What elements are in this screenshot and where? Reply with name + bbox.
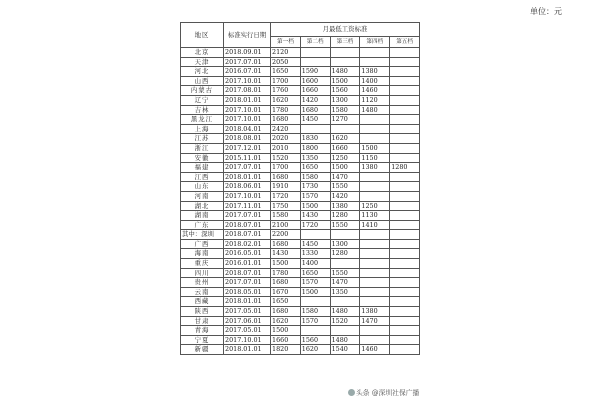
tier-1-cell: 1680 xyxy=(271,307,301,317)
region-cell: 湖北 xyxy=(181,201,224,211)
tier-2-cell: 1580 xyxy=(300,172,330,182)
region-cell: 西藏 xyxy=(181,297,224,307)
table-row xyxy=(181,143,420,153)
tier-2-cell: 1650 xyxy=(300,268,330,278)
tier-4-cell xyxy=(360,287,390,297)
tier-3-cell xyxy=(330,297,360,307)
date-cell: 2018.06.01 xyxy=(224,182,271,192)
tier-3-cell: 1520 xyxy=(330,316,360,326)
date-cell: 2016.07.01 xyxy=(224,67,271,77)
table-row xyxy=(181,259,420,269)
table-row xyxy=(181,95,420,105)
region-cell: 广东 xyxy=(181,220,224,230)
tier-2-cell: 1450 xyxy=(300,115,330,125)
tier-5-cell xyxy=(390,239,420,249)
tier-2-cell: 1730 xyxy=(300,182,330,192)
date-cell: 2018.08.01 xyxy=(224,134,271,144)
tier-3-cell: 1550 xyxy=(330,182,360,192)
tier-3-cell: 1580 xyxy=(330,105,360,115)
tier-5-cell xyxy=(390,307,420,317)
tier-4-cell xyxy=(360,278,390,288)
tier-1-cell: 1780 xyxy=(271,268,301,278)
table-row xyxy=(181,316,420,326)
watermark-text: 头条 @深圳社保广播 xyxy=(356,389,420,397)
tier-1-cell: 1700 xyxy=(271,163,301,173)
tier-3-cell: 1380 xyxy=(330,201,360,211)
date-cell: 2017.10.01 xyxy=(224,335,271,345)
tier-2-cell: 1800 xyxy=(300,143,330,153)
tier-1-cell: 1650 xyxy=(271,297,301,307)
tier-2-cell xyxy=(300,297,330,307)
tier-4-cell: 1460 xyxy=(360,345,390,355)
tier-3-cell: 1300 xyxy=(330,95,360,105)
tier-4-cell xyxy=(360,335,390,345)
tier-3-cell xyxy=(330,124,360,134)
tier-2-cell: 1450 xyxy=(300,239,330,249)
date-cell: 2017.10.01 xyxy=(224,191,271,201)
table-row xyxy=(181,124,420,134)
tier-2-cell: 1350 xyxy=(300,153,330,163)
tier-4-cell: 1380 xyxy=(360,163,390,173)
date-cell: 2017.12.01 xyxy=(224,143,271,153)
tier-2-cell: 1430 xyxy=(300,211,330,221)
date-cell: 2017.10.01 xyxy=(224,76,271,86)
tier-4-cell xyxy=(360,326,390,336)
tier-4-cell xyxy=(360,230,390,240)
tier-2-cell xyxy=(300,326,330,336)
tier-1-cell: 1620 xyxy=(271,95,301,105)
monthly-standard-header: 月最低工资标准 xyxy=(271,23,420,37)
table-row xyxy=(181,230,420,240)
tier-4-cell: 1250 xyxy=(360,201,390,211)
tier-5-cell xyxy=(390,201,420,211)
date-cell: 2018.01.01 xyxy=(224,345,271,355)
date-cell: 2015.11.01 xyxy=(224,153,271,163)
tier-3-cell: 1470 xyxy=(330,278,360,288)
tier-4-cell xyxy=(360,297,390,307)
table-row xyxy=(181,307,420,317)
region-header: 地区 xyxy=(181,23,224,48)
unit-label: 单位：元 xyxy=(530,7,562,16)
tier-5-cell xyxy=(390,76,420,86)
tier-5-cell xyxy=(390,268,420,278)
date-cell: 2017.05.01 xyxy=(224,326,271,336)
region-cell: 山东 xyxy=(181,182,224,192)
table-row xyxy=(181,345,420,355)
tier-4-cell: 1470 xyxy=(360,316,390,326)
tier-2-cell: 1680 xyxy=(300,105,330,115)
tier-5-cell xyxy=(390,297,420,307)
tier-1-cell: 2100 xyxy=(271,220,301,230)
date-cell: 2017.10.01 xyxy=(224,105,271,115)
region-cell: 内蒙古 xyxy=(181,86,224,96)
tier-1-cell: 1500 xyxy=(271,259,301,269)
tier-3-cell: 1480 xyxy=(330,335,360,345)
region-cell: 宁夏 xyxy=(181,335,224,345)
tier-2-cell: 1580 xyxy=(300,307,330,317)
region-cell: 山西 xyxy=(181,76,224,86)
tier-3-cell: 1560 xyxy=(330,86,360,96)
date-cell: 2018.04.01 xyxy=(224,124,271,134)
tier-5-header: 第五档 xyxy=(390,37,420,48)
tier-4-cell xyxy=(360,268,390,278)
table-row xyxy=(181,86,420,96)
region-cell: 云南 xyxy=(181,287,224,297)
tier-1-cell: 1500 xyxy=(271,326,301,336)
tier-3-cell xyxy=(330,326,360,336)
region-cell: 吉林 xyxy=(181,105,224,115)
tier-4-cell xyxy=(360,57,390,67)
region-cell: 重庆 xyxy=(181,259,224,269)
tier-4-cell: 1380 xyxy=(360,67,390,77)
tier-4-cell: 1400 xyxy=(360,76,390,86)
table-row xyxy=(181,67,420,77)
tier-4-cell: 1380 xyxy=(360,307,390,317)
tier-4-cell xyxy=(360,259,390,269)
region-cell: 安徽 xyxy=(181,153,224,163)
table-row xyxy=(181,287,420,297)
tier-5-cell xyxy=(390,211,420,221)
tier-1-cell: 1580 xyxy=(271,211,301,221)
tier-4-header: 第四档 xyxy=(360,37,390,48)
region-cell: 其中：深圳 xyxy=(181,230,224,240)
tier-2-cell: 1620 xyxy=(300,345,330,355)
tier-2-cell xyxy=(300,57,330,67)
date-cell: 2018.02.01 xyxy=(224,239,271,249)
tier-5-cell xyxy=(390,335,420,345)
region-cell: 河南 xyxy=(181,191,224,201)
tier-3-cell: 1470 xyxy=(330,172,360,182)
table-row xyxy=(181,220,420,230)
tier-2-cell: 1570 xyxy=(300,278,330,288)
region-cell: 浙江 xyxy=(181,143,224,153)
date-cell: 2017.05.01 xyxy=(224,307,271,317)
tier-1-cell: 1750 xyxy=(271,201,301,211)
tier-5-cell xyxy=(390,287,420,297)
region-cell: 陕西 xyxy=(181,307,224,317)
tier-2-cell: 1650 xyxy=(300,163,330,173)
table-row xyxy=(181,278,420,288)
watermark xyxy=(348,387,419,397)
date-cell: 2018.07.01 xyxy=(224,268,271,278)
tier-4-cell: 1500 xyxy=(360,143,390,153)
tier-2-cell: 1500 xyxy=(300,201,330,211)
region-cell: 河北 xyxy=(181,67,224,77)
tier-1-cell: 2020 xyxy=(271,134,301,144)
tier-5-cell xyxy=(390,316,420,326)
tier-4-cell xyxy=(360,249,390,259)
tier-4-cell xyxy=(360,191,390,201)
table-row xyxy=(181,134,420,144)
tier-3-cell: 1480 xyxy=(330,67,360,77)
tier-1-cell: 1680 xyxy=(271,278,301,288)
table-row xyxy=(181,57,420,67)
tier-1-cell: 1520 xyxy=(271,153,301,163)
tier-5-cell xyxy=(390,95,420,105)
date-cell: 2018.07.01 xyxy=(224,220,271,230)
tier-5-cell xyxy=(390,48,420,58)
tier-4-cell: 1410 xyxy=(360,220,390,230)
tier-3-cell xyxy=(330,57,360,67)
tier-3-cell: 1660 xyxy=(330,143,360,153)
tier-4-cell xyxy=(360,134,390,144)
tier-4-cell: 1130 xyxy=(360,211,390,221)
date-cell: 2018.09.01 xyxy=(224,48,271,58)
tier-4-cell xyxy=(360,124,390,134)
tier-1-cell: 1620 xyxy=(271,316,301,326)
date-cell: 2017.10.01 xyxy=(224,115,271,125)
tier-3-cell: 1550 xyxy=(330,220,360,230)
tier-3-cell: 1540 xyxy=(330,345,360,355)
tier-3-cell: 1550 xyxy=(330,268,360,278)
tier-1-cell: 1680 xyxy=(271,239,301,249)
table-row xyxy=(181,105,420,115)
date-cell: 2017.06.01 xyxy=(224,316,271,326)
tier-3-cell: 1350 xyxy=(330,287,360,297)
tier-2-header: 第二档 xyxy=(300,37,330,48)
tier-5-cell xyxy=(390,220,420,230)
tier-4-cell xyxy=(360,48,390,58)
table-row xyxy=(181,191,420,201)
region-cell: 辽宁 xyxy=(181,95,224,105)
tier-1-cell: 1760 xyxy=(271,86,301,96)
tier-3-cell: 1280 xyxy=(330,249,360,259)
tier-1-cell: 2420 xyxy=(271,124,301,134)
tier-2-cell: 1600 xyxy=(300,76,330,86)
tier-2-cell: 1570 xyxy=(300,191,330,201)
tier-5-cell xyxy=(390,86,420,96)
region-cell: 天津 xyxy=(181,57,224,67)
region-cell: 黑龙江 xyxy=(181,115,224,125)
tier-2-cell: 1590 xyxy=(300,67,330,77)
date-cell: 2016.01.01 xyxy=(224,259,271,269)
tier-3-cell: 1500 xyxy=(330,163,360,173)
region-cell: 广西 xyxy=(181,239,224,249)
table-row xyxy=(181,163,420,173)
tier-3-cell xyxy=(330,48,360,58)
tier-2-cell: 1660 xyxy=(300,86,330,96)
tier-1-cell: 1680 xyxy=(271,172,301,182)
tier-3-header: 第三档 xyxy=(330,37,360,48)
tier-5-cell xyxy=(390,230,420,240)
date-cell: 2018.01.01 xyxy=(224,297,271,307)
date-cell: 2018.05.01 xyxy=(224,287,271,297)
account-avatar-icon xyxy=(348,389,355,396)
date-cell: 2018.07.01 xyxy=(224,230,271,240)
table-row xyxy=(181,335,420,345)
tier-1-cell: 1700 xyxy=(271,76,301,86)
date-header: 标准实行日期 xyxy=(224,23,271,48)
date-cell: 2018.01.01 xyxy=(224,172,271,182)
region-cell: 湖南 xyxy=(181,211,224,221)
tier-5-cell xyxy=(390,172,420,182)
tier-2-cell xyxy=(300,230,330,240)
tier-5-cell xyxy=(390,57,420,67)
tier-5-cell xyxy=(390,124,420,134)
tier-1-cell: 1650 xyxy=(271,67,301,77)
table-row xyxy=(181,172,420,182)
tier-4-cell: 1480 xyxy=(360,105,390,115)
table-row xyxy=(181,115,420,125)
tier-1-cell: 1660 xyxy=(271,335,301,345)
region-cell: 新疆 xyxy=(181,345,224,355)
table-row xyxy=(181,268,420,278)
tier-5-cell xyxy=(390,115,420,125)
date-cell: 2017.11.01 xyxy=(224,201,271,211)
tier-4-cell: 1460 xyxy=(360,86,390,96)
date-cell: 2017.08.01 xyxy=(224,86,271,96)
tier-3-cell: 1500 xyxy=(330,76,360,86)
date-cell: 2017.07.01 xyxy=(224,57,271,67)
region-cell: 甘肃 xyxy=(181,316,224,326)
tier-1-cell: 1430 xyxy=(271,249,301,259)
tier-2-cell: 1420 xyxy=(300,95,330,105)
tier-4-cell xyxy=(360,115,390,125)
tier-1-cell: 2200 xyxy=(271,230,301,240)
region-cell: 江苏 xyxy=(181,134,224,144)
tier-4-cell: 1150 xyxy=(360,153,390,163)
tier-5-cell xyxy=(390,182,420,192)
tier-5-cell xyxy=(390,134,420,144)
region-cell: 青海 xyxy=(181,326,224,336)
table-row xyxy=(181,182,420,192)
table-row xyxy=(181,249,420,259)
tier-1-cell: 2120 xyxy=(271,48,301,58)
table-row xyxy=(181,211,420,221)
tier-1-cell: 1720 xyxy=(271,191,301,201)
region-cell: 海南 xyxy=(181,249,224,259)
table-row xyxy=(181,48,420,58)
tier-5-cell xyxy=(390,249,420,259)
tier-3-cell: 1250 xyxy=(330,153,360,163)
date-cell: 2016.05.01 xyxy=(224,249,271,259)
table-row xyxy=(181,297,420,307)
table-row xyxy=(181,326,420,336)
tier-3-cell: 1620 xyxy=(330,134,360,144)
date-cell: 2017.07.01 xyxy=(224,278,271,288)
region-cell: 贵州 xyxy=(181,278,224,288)
tier-5-cell xyxy=(390,143,420,153)
tier-1-cell: 1670 xyxy=(271,287,301,297)
region-cell: 北京 xyxy=(181,48,224,58)
tier-1-header: 第一档 xyxy=(271,37,301,48)
tier-2-cell xyxy=(300,48,330,58)
tier-4-cell xyxy=(360,172,390,182)
tier-3-cell xyxy=(330,230,360,240)
tier-3-cell: 1280 xyxy=(330,211,360,221)
tier-1-cell: 2050 xyxy=(271,57,301,67)
tier-5-cell xyxy=(390,67,420,77)
tier-5-cell xyxy=(390,191,420,201)
table-row xyxy=(181,153,420,163)
tier-1-cell: 1780 xyxy=(271,105,301,115)
tier-4-cell xyxy=(360,182,390,192)
tier-2-cell: 1830 xyxy=(300,134,330,144)
tier-2-cell: 1560 xyxy=(300,335,330,345)
table-row xyxy=(181,201,420,211)
tier-4-cell xyxy=(360,239,390,249)
tier-2-cell: 1570 xyxy=(300,316,330,326)
tier-5-cell xyxy=(390,345,420,355)
tier-2-cell: 1720 xyxy=(300,220,330,230)
region-cell: 上海 xyxy=(181,124,224,134)
tier-5-cell xyxy=(390,105,420,115)
tier-1-cell: 1820 xyxy=(271,345,301,355)
tier-3-cell: 1300 xyxy=(330,239,360,249)
date-cell: 2017.07.01 xyxy=(224,211,271,221)
tier-3-cell xyxy=(330,259,360,269)
tier-5-cell xyxy=(390,326,420,336)
tier-5-cell xyxy=(390,278,420,288)
tier-3-cell: 1420 xyxy=(330,191,360,201)
tier-5-cell: 1280 xyxy=(390,163,420,173)
tier-3-cell: 1480 xyxy=(330,307,360,317)
tier-4-cell: 1120 xyxy=(360,95,390,105)
tier-5-cell xyxy=(390,259,420,269)
tier-2-cell: 1330 xyxy=(300,249,330,259)
tier-2-cell: 1400 xyxy=(300,259,330,269)
region-cell: 四川 xyxy=(181,268,224,278)
tier-5-cell xyxy=(390,153,420,163)
tier-2-cell xyxy=(300,124,330,134)
date-cell: 2017.07.01 xyxy=(224,163,271,173)
tier-1-cell: 1680 xyxy=(271,115,301,125)
region-cell: 江西 xyxy=(181,172,224,182)
table-row xyxy=(181,239,420,249)
tier-1-cell: 1910 xyxy=(271,182,301,192)
minimum-wage-table xyxy=(180,22,420,355)
tier-1-cell: 2010 xyxy=(271,143,301,153)
date-cell: 2018.01.01 xyxy=(224,95,271,105)
region-cell: 福建 xyxy=(181,163,224,173)
table-row xyxy=(181,76,420,86)
tier-2-cell: 1500 xyxy=(300,287,330,297)
tier-3-cell: 1270 xyxy=(330,115,360,125)
